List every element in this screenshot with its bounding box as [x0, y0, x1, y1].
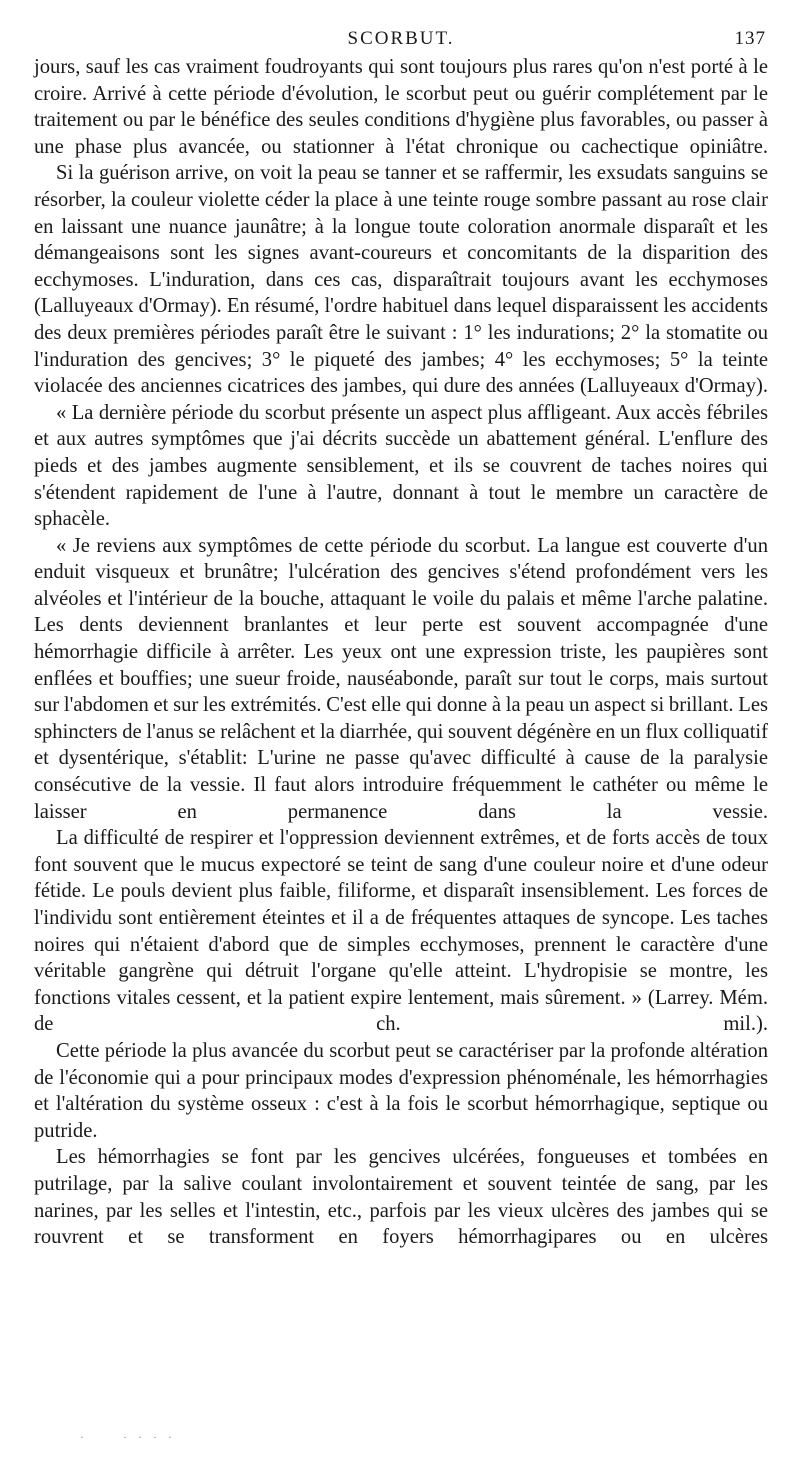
book-page: [34, 28, 768, 1251]
paragraph-continuation: jours, sauf les cas vraiment foudroyants qui sont toujours plus rares qu'on n'est porté à le croire. Arrivé à cette période d'évolution, le scorbut peut ou guérir complétement par le traitement ou par le bénéfice des seules conditions d'hygiène plus favorables, ou passer à une phase plus avancée, ou stationner à l'état chronique ou cachectique opiniâtre.: [34, 56, 768, 158]
paragraph-respiration: La difficulté de respirer et l'oppression deviennent extrêmes, et de forts accès de toux font souvent que le mucus expectoré se teint de sang d'une couleur noire et d'une odeur fétide. Le pouls devient plus faible, filiforme, et disparaît insensiblement. Les forces de l'individu sont entièrement éteintes et il a de fréquentes attaques de syncope. Les taches noires qui n'étaient d'abord que de simples ecchymoses, prennent le caractère d'une véritable gangrène qui détruit l'organe qu'elle atteint. L'hydropisie se montre, les fonctions vitales cessent, et la patient expire lentement, mais sûrement. » (Larrey. Mém. de ch. mil.).: [34, 827, 768, 1036]
paragraph-periode-avancee: Cette période la plus avancée du scorbut peut se caractériser par la profonde altération de l'économie qui a pour principaux modes d'expression phénoménale, les hémorrhagies et l'altération du système osseux : c'est à la fois le scorbut hémorrhagique, septique ou putride.: [34, 1039, 768, 1142]
page-number: 137: [734, 28, 766, 49]
running-title: SCORBUT.: [347, 28, 455, 49]
page-bottom-specks: · · · · ·: [80, 1430, 176, 1444]
paragraph-derniere-periode: « La dernière période du scorbut présente un aspect plus affligeant. Aux accès fébriles et aux autres symptômes que j'ai décrits succède un abattement général. L'enflure des pieds et des jambes augmente sensiblement, et ils se couvrent de taches noires qui s'étendent rapidement de l'une à l'autre, donnant à tout le membre un caractère de sphacèle.: [34, 401, 768, 531]
paragraph-guerison: Si la guérison arrive, on voit la peau se tanner et se raffermir, les exsudats sanguins se résorber, la couleur violette céder la place à une teinte rouge sombre passant au rose clair en laissant une nuance jaunâtre; à la longue toute coloration anormale disparaît et les démangeaisons sont les signes avant-coureurs et concomitants de la disparition des ecchymoses. L'induration, dans ces cas, disparaîtrait toujours avant les ecchymoses (Lalluyeaux d'Ormay). En résumé, l'ordre habituel dans lequel disparaissent les accidents des deux premières périodes paraît être le suivant : 1° les indurations; 2° la stomatite ou l'induration des gencives; 3° le piqueté des jambes; 4° les ecchymoses; 5° la teinte violacée des anciennes cicatrices des jambes, qui dure des années (Lalluyeaux d'Ormay).: [34, 162, 768, 398]
paragraph-hemorrhagies: Les hémorrhagies se font par les gencives ulcérées, fongueuses et tombées en putrilage, par la salive coulant involontairement et souvent teintée de sang, par les narines, par les selles et l'intestin, etc., parfois par les vieux ulcères des jambes qui se rouvrent et se transforment en foyers hémorrhagipares ou en ulcères: [34, 1146, 768, 1249]
paragraph-symptomes: « Je reviens aux symptômes de cette période du scorbut. La langue est couverte d'un enduit visqueux et brunâtre; l'ulcération des gencives s'étend profondément vers les alvéoles et l'intérieur de la bouche, attaquant le voile du palais et même l'arche palatine. Les dents deviennent branlantes et leur perte est souvent accompagnée d'une hémorrhagie difficile à arrêter. Les yeux ont une expression triste, les paupières sont enflées et bouffies; une sueur froide, nauséabonde, paraît sur tout le corps, mais surtout sur l'abdomen et sur les extrémités. C'est elle qui donne à la peau un aspect si brillant. Les sphincters de l'anus se relâchent et la diarrhée, qui souvent dégénère en un flux colliquatif et dysentérique, s'établit: L'urine ne passe qu'avec difficulté à cause de la paralysie consécutive de la vessie. Il faut alors introduire fréquemment le cathéter ou même le laisser en permanence dans la vessie.: [34, 534, 768, 823]
body-text: [34, 54, 768, 1251]
running-header: [34, 28, 768, 54]
